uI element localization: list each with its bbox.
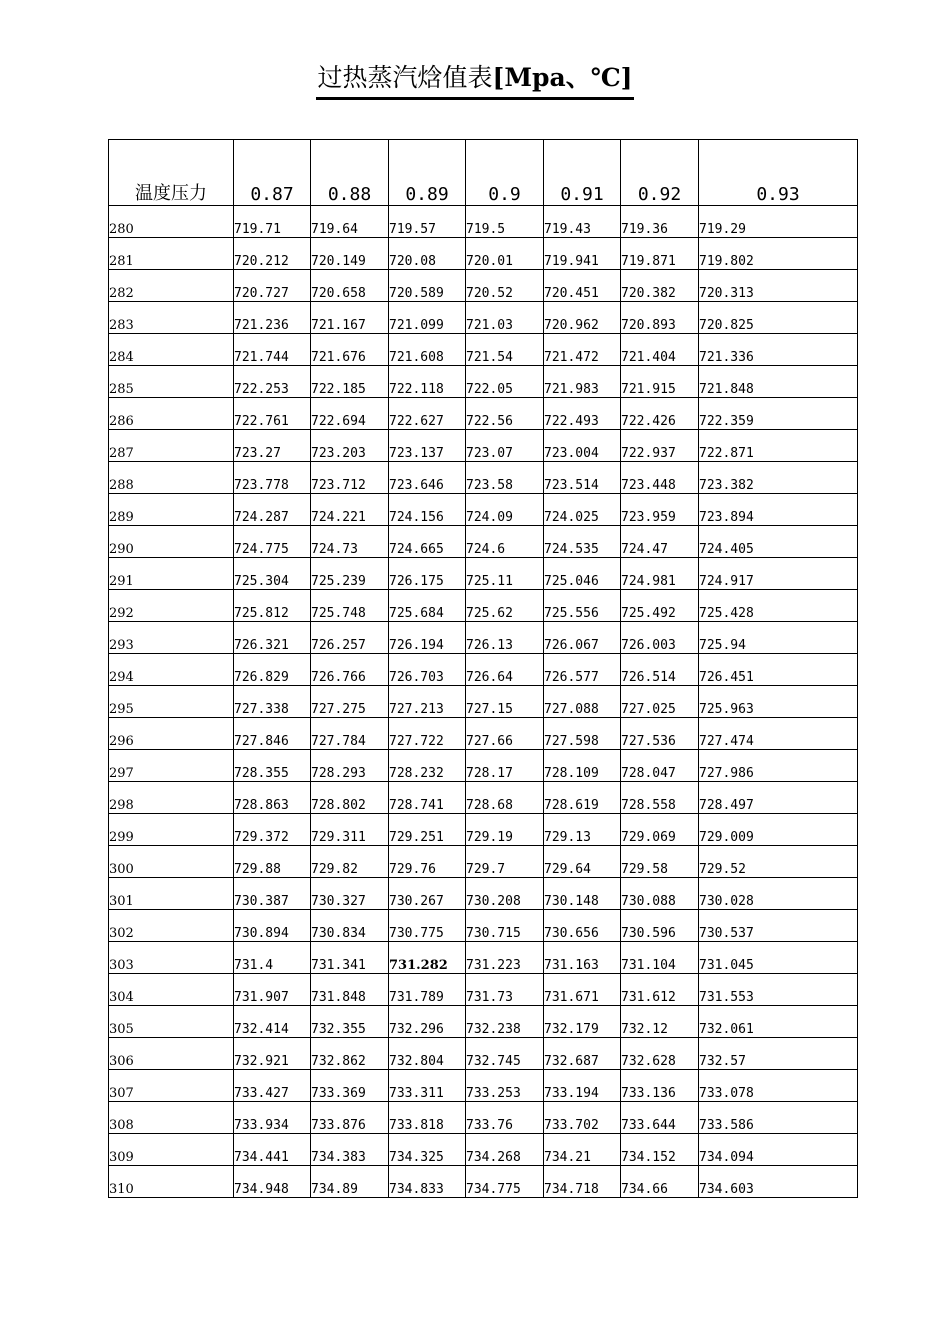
enthalpy-cell: 731.163: [544, 942, 621, 974]
enthalpy-cell: 719.36: [621, 206, 699, 238]
enthalpy-cell: 727.088: [544, 686, 621, 718]
enthalpy-cell: 726.577: [544, 654, 621, 686]
enthalpy-cell: 734.66: [621, 1166, 699, 1198]
enthalpy-cell: 731.045: [699, 942, 858, 974]
enthalpy-cell: 723.959: [621, 494, 699, 526]
enthalpy-cell: 732.862: [311, 1038, 389, 1070]
enthalpy-cell: 730.715: [466, 910, 544, 942]
table-row: [109, 718, 858, 750]
enthalpy-cell: 732.238: [466, 1006, 544, 1038]
enthalpy-cell: 729.58: [621, 846, 699, 878]
enthalpy-cell: 728.68: [466, 782, 544, 814]
enthalpy-cell: 731.104: [621, 942, 699, 974]
enthalpy-cell: 728.497: [699, 782, 858, 814]
enthalpy-cell: 725.304: [234, 558, 311, 590]
enthalpy-cell: 720.589: [389, 270, 466, 302]
enthalpy-cell: 721.848: [699, 366, 858, 398]
enthalpy-cell: 732.296: [389, 1006, 466, 1038]
enthalpy-cell: 724.025: [544, 494, 621, 526]
temperature-cell: 309: [109, 1134, 234, 1166]
enthalpy-cell: 733.078: [699, 1070, 858, 1102]
enthalpy-cell: 719.5: [466, 206, 544, 238]
enthalpy-cell: 731.907: [234, 974, 311, 1006]
enthalpy-cell: 722.253: [234, 366, 311, 398]
enthalpy-cell: 730.387: [234, 878, 311, 910]
temperature-cell: 283: [109, 302, 234, 334]
enthalpy-cell: 733.194: [544, 1070, 621, 1102]
pressure-header: 0.87: [234, 140, 311, 206]
pressure-header: 0.9: [466, 140, 544, 206]
enthalpy-cell: 728.17: [466, 750, 544, 782]
enthalpy-cell: 730.327: [311, 878, 389, 910]
enthalpy-cell: 731.553: [699, 974, 858, 1006]
enthalpy-cell: 734.603: [699, 1166, 858, 1198]
enthalpy-cell: 723.137: [389, 430, 466, 462]
enthalpy-cell: 720.451: [544, 270, 621, 302]
temperature-cell: 280: [109, 206, 234, 238]
table-row: [109, 942, 858, 974]
enthalpy-cell: 721.336: [699, 334, 858, 366]
page-title-units: [Mpa、℃]: [492, 63, 633, 92]
enthalpy-cell: 721.404: [621, 334, 699, 366]
temperature-cell: 298: [109, 782, 234, 814]
enthalpy-cell: 729.76: [389, 846, 466, 878]
enthalpy-cell: 724.405: [699, 526, 858, 558]
temperature-cell: 310: [109, 1166, 234, 1198]
enthalpy-cell: 721.54: [466, 334, 544, 366]
enthalpy-cell: 733.76: [466, 1102, 544, 1134]
enthalpy-cell: 723.712: [311, 462, 389, 494]
temperature-cell: 287: [109, 430, 234, 462]
enthalpy-cell: 730.537: [699, 910, 858, 942]
table-row: [109, 1166, 858, 1198]
enthalpy-cell: 720.893: [621, 302, 699, 334]
enthalpy-cell: 724.917: [699, 558, 858, 590]
enthalpy-cell: 731.789: [389, 974, 466, 1006]
enthalpy-cell: 729.251: [389, 814, 466, 846]
enthalpy-cell: 721.744: [234, 334, 311, 366]
enthalpy-cell: 729.7: [466, 846, 544, 878]
enthalpy-cell: 726.64: [466, 654, 544, 686]
table-row: [109, 462, 858, 494]
enthalpy-cell: 726.194: [389, 622, 466, 654]
enthalpy-cell: 734.718: [544, 1166, 621, 1198]
enthalpy-cell: 721.236: [234, 302, 311, 334]
enthalpy-table: [108, 139, 858, 1198]
title-wrap: [0, 60, 950, 100]
enthalpy-cell: 734.152: [621, 1134, 699, 1166]
enthalpy-cell: 722.118: [389, 366, 466, 398]
enthalpy-cell: 730.775: [389, 910, 466, 942]
table-row: [109, 622, 858, 654]
enthalpy-cell: 724.09: [466, 494, 544, 526]
enthalpy-cell: 729.64: [544, 846, 621, 878]
enthalpy-cell: 734.268: [466, 1134, 544, 1166]
temperature-cell: 289: [109, 494, 234, 526]
enthalpy-cell: 719.29: [699, 206, 858, 238]
temperature-cell: 303: [109, 942, 234, 974]
enthalpy-cell: 727.15: [466, 686, 544, 718]
enthalpy-cell: 724.47: [621, 526, 699, 558]
pressure-header: 0.92: [621, 140, 699, 206]
enthalpy-cell: 724.665: [389, 526, 466, 558]
enthalpy-cell: 723.203: [311, 430, 389, 462]
enthalpy-cell: 725.046: [544, 558, 621, 590]
enthalpy-cell: 719.941: [544, 238, 621, 270]
enthalpy-cell: 720.727: [234, 270, 311, 302]
enthalpy-cell: 733.586: [699, 1102, 858, 1134]
enthalpy-cell: 722.426: [621, 398, 699, 430]
corner-label: 温度压力: [109, 140, 234, 206]
enthalpy-cell: 727.722: [389, 718, 466, 750]
table-row: [109, 1006, 858, 1038]
enthalpy-cell: 720.658: [311, 270, 389, 302]
enthalpy-cell: 725.556: [544, 590, 621, 622]
enthalpy-cell: 731.671: [544, 974, 621, 1006]
enthalpy-cell: 729.069: [621, 814, 699, 846]
enthalpy-cell: 727.598: [544, 718, 621, 750]
table-row: [109, 1070, 858, 1102]
enthalpy-cell: 725.239: [311, 558, 389, 590]
enthalpy-cell: 727.66: [466, 718, 544, 750]
enthalpy-cell: 728.802: [311, 782, 389, 814]
enthalpy-cell: 726.703: [389, 654, 466, 686]
enthalpy-cell: 723.58: [466, 462, 544, 494]
enthalpy-cell: 727.213: [389, 686, 466, 718]
enthalpy-cell: 722.761: [234, 398, 311, 430]
temperature-cell: 286: [109, 398, 234, 430]
enthalpy-cell: 730.028: [699, 878, 858, 910]
table-body: [109, 206, 858, 1198]
enthalpy-cell: 730.208: [466, 878, 544, 910]
enthalpy-cell: 732.687: [544, 1038, 621, 1070]
enthalpy-cell: 720.382: [621, 270, 699, 302]
enthalpy-cell: 730.596: [621, 910, 699, 942]
table-row: [109, 270, 858, 302]
temperature-cell: 307: [109, 1070, 234, 1102]
enthalpy-cell: 725.963: [699, 686, 858, 718]
temperature-cell: 299: [109, 814, 234, 846]
enthalpy-cell: 732.57: [699, 1038, 858, 1070]
temperature-cell: 295: [109, 686, 234, 718]
enthalpy-cell: 726.766: [311, 654, 389, 686]
enthalpy-cell: 724.73: [311, 526, 389, 558]
enthalpy-cell: 720.825: [699, 302, 858, 334]
table-row: [109, 590, 858, 622]
enthalpy-cell: 732.921: [234, 1038, 311, 1070]
enthalpy-cell: 732.061: [699, 1006, 858, 1038]
enthalpy-cell: 728.109: [544, 750, 621, 782]
enthalpy-cell: 734.775: [466, 1166, 544, 1198]
enthalpy-cell: 734.325: [389, 1134, 466, 1166]
enthalpy-cell: 730.088: [621, 878, 699, 910]
enthalpy-cell: 722.627: [389, 398, 466, 430]
temperature-cell: 285: [109, 366, 234, 398]
table-row: [109, 430, 858, 462]
enthalpy-cell: 727.986: [699, 750, 858, 782]
enthalpy-cell: 725.492: [621, 590, 699, 622]
enthalpy-cell: 734.948: [234, 1166, 311, 1198]
table-row: [109, 206, 858, 238]
table-row: [109, 814, 858, 846]
enthalpy-cell: 724.221: [311, 494, 389, 526]
table-row: [109, 334, 858, 366]
enthalpy-cell: 726.321: [234, 622, 311, 654]
enthalpy-cell: 728.558: [621, 782, 699, 814]
enthalpy-cell: 727.025: [621, 686, 699, 718]
enthalpy-cell: 733.934: [234, 1102, 311, 1134]
enthalpy-cell: 732.414: [234, 1006, 311, 1038]
enthalpy-cell: 734.441: [234, 1134, 311, 1166]
enthalpy-cell: 733.876: [311, 1102, 389, 1134]
table-row: [109, 910, 858, 942]
enthalpy-cell: 724.775: [234, 526, 311, 558]
enthalpy-cell: 723.514: [544, 462, 621, 494]
temperature-cell: 304: [109, 974, 234, 1006]
table-row: [109, 750, 858, 782]
enthalpy-cell: 723.004: [544, 430, 621, 462]
enthalpy-cell: 725.11: [466, 558, 544, 590]
enthalpy-cell: 720.01: [466, 238, 544, 270]
table-row: [109, 238, 858, 270]
enthalpy-cell: 723.778: [234, 462, 311, 494]
enthalpy-cell: 725.748: [311, 590, 389, 622]
table-row: [109, 686, 858, 718]
table-row: [109, 846, 858, 878]
enthalpy-cell: 733.136: [621, 1070, 699, 1102]
page-title: [316, 60, 635, 100]
temperature-cell: 308: [109, 1102, 234, 1134]
enthalpy-cell: 721.472: [544, 334, 621, 366]
enthalpy-cell: 720.149: [311, 238, 389, 270]
enthalpy-cell: 731.848: [311, 974, 389, 1006]
temperature-cell: 293: [109, 622, 234, 654]
enthalpy-cell: 729.19: [466, 814, 544, 846]
enthalpy-cell: 729.88: [234, 846, 311, 878]
temperature-cell: 292: [109, 590, 234, 622]
header-row: [109, 140, 858, 206]
enthalpy-cell: 723.894: [699, 494, 858, 526]
table-row: [109, 1134, 858, 1166]
enthalpy-cell: 728.741: [389, 782, 466, 814]
enthalpy-cell: 732.12: [621, 1006, 699, 1038]
enthalpy-cell: 734.383: [311, 1134, 389, 1166]
enthalpy-cell: 726.514: [621, 654, 699, 686]
enthalpy-cell: 726.067: [544, 622, 621, 654]
table-row: [109, 494, 858, 526]
enthalpy-cell: 728.355: [234, 750, 311, 782]
enthalpy-cell: 720.212: [234, 238, 311, 270]
enthalpy-cell: 723.448: [621, 462, 699, 494]
enthalpy-cell: 731.341: [311, 942, 389, 974]
enthalpy-cell: 723.382: [699, 462, 858, 494]
enthalpy-cell: 722.05: [466, 366, 544, 398]
enthalpy-cell: 722.937: [621, 430, 699, 462]
enthalpy-cell: 722.694: [311, 398, 389, 430]
enthalpy-cell: 733.253: [466, 1070, 544, 1102]
enthalpy-cell: 726.451: [699, 654, 858, 686]
enthalpy-cell: 734.21: [544, 1134, 621, 1166]
enthalpy-cell: 731.73: [466, 974, 544, 1006]
table-row: [109, 398, 858, 430]
enthalpy-cell: 719.871: [621, 238, 699, 270]
pressure-header: 0.93: [699, 140, 858, 206]
enthalpy-cell: 730.148: [544, 878, 621, 910]
enthalpy-cell: 722.359: [699, 398, 858, 430]
enthalpy-cell: 727.338: [234, 686, 311, 718]
enthalpy-cell: 726.003: [621, 622, 699, 654]
enthalpy-cell: 733.818: [389, 1102, 466, 1134]
enthalpy-cell: 730.656: [544, 910, 621, 942]
enthalpy-cell: 733.427: [234, 1070, 311, 1102]
temperature-cell: 294: [109, 654, 234, 686]
enthalpy-cell: 721.608: [389, 334, 466, 366]
table-row: [109, 1038, 858, 1070]
enthalpy-cell: 734.094: [699, 1134, 858, 1166]
enthalpy-cell: 719.43: [544, 206, 621, 238]
enthalpy-cell: 725.62: [466, 590, 544, 622]
enthalpy-cell: 732.628: [621, 1038, 699, 1070]
temperature-cell: 284: [109, 334, 234, 366]
temperature-cell: 281: [109, 238, 234, 270]
temperature-cell: 306: [109, 1038, 234, 1070]
enthalpy-cell: 724.156: [389, 494, 466, 526]
enthalpy-cell: 730.894: [234, 910, 311, 942]
enthalpy-cell: 728.863: [234, 782, 311, 814]
enthalpy-cell: 724.981: [621, 558, 699, 590]
enthalpy-cell: 731.223: [466, 942, 544, 974]
enthalpy-cell: 721.915: [621, 366, 699, 398]
enthalpy-cell: 733.702: [544, 1102, 621, 1134]
pressure-header: 0.89: [389, 140, 466, 206]
enthalpy-cell: 731.612: [621, 974, 699, 1006]
enthalpy-cell: 729.13: [544, 814, 621, 846]
enthalpy-cell: 723.07: [466, 430, 544, 462]
enthalpy-cell: 720.52: [466, 270, 544, 302]
enthalpy-cell: 732.179: [544, 1006, 621, 1038]
enthalpy-cell: 732.355: [311, 1006, 389, 1038]
enthalpy-cell: 728.293: [311, 750, 389, 782]
temperature-cell: 291: [109, 558, 234, 590]
enthalpy-cell: 727.846: [234, 718, 311, 750]
enthalpy-cell: 730.834: [311, 910, 389, 942]
enthalpy-cell: 722.185: [311, 366, 389, 398]
enthalpy-cell: 728.232: [389, 750, 466, 782]
enthalpy-cell: 729.82: [311, 846, 389, 878]
enthalpy-cell: 729.009: [699, 814, 858, 846]
enthalpy-cell: 725.94: [699, 622, 858, 654]
table-row: [109, 878, 858, 910]
enthalpy-cell: 733.369: [311, 1070, 389, 1102]
enthalpy-cell: 724.287: [234, 494, 311, 526]
enthalpy-cell: 722.493: [544, 398, 621, 430]
enthalpy-cell: 725.812: [234, 590, 311, 622]
enthalpy-cell: 727.784: [311, 718, 389, 750]
page-title-text: 过热蒸汽焓值表: [317, 63, 493, 92]
temperature-cell: 305: [109, 1006, 234, 1038]
enthalpy-cell: 729.52: [699, 846, 858, 878]
enthalpy-cell: 733.311: [389, 1070, 466, 1102]
table-row: [109, 974, 858, 1006]
enthalpy-cell: 726.829: [234, 654, 311, 686]
temperature-cell: 296: [109, 718, 234, 750]
table-row: [109, 558, 858, 590]
enthalpy-cell: 719.57: [389, 206, 466, 238]
pressure-header: 0.88: [311, 140, 389, 206]
enthalpy-cell: 725.428: [699, 590, 858, 622]
enthalpy-cell: 727.536: [621, 718, 699, 750]
table-row: [109, 526, 858, 558]
temperature-cell: 302: [109, 910, 234, 942]
enthalpy-cell: 730.267: [389, 878, 466, 910]
enthalpy-cell: 726.13: [466, 622, 544, 654]
enthalpy-cell: 721.099: [389, 302, 466, 334]
table-row: [109, 366, 858, 398]
enthalpy-cell: 719.71: [234, 206, 311, 238]
temperature-cell: 288: [109, 462, 234, 494]
enthalpy-cell: 731.282: [389, 942, 466, 974]
enthalpy-cell: 723.646: [389, 462, 466, 494]
enthalpy-cell: 720.962: [544, 302, 621, 334]
enthalpy-cell: 729.311: [311, 814, 389, 846]
temperature-cell: 290: [109, 526, 234, 558]
enthalpy-cell: 721.03: [466, 302, 544, 334]
table-row: [109, 302, 858, 334]
enthalpy-cell: 728.619: [544, 782, 621, 814]
enthalpy-cell: 734.89: [311, 1166, 389, 1198]
enthalpy-cell: 727.474: [699, 718, 858, 750]
table-row: [109, 782, 858, 814]
temperature-cell: 297: [109, 750, 234, 782]
enthalpy-cell: 722.56: [466, 398, 544, 430]
enthalpy-cell: 719.802: [699, 238, 858, 270]
enthalpy-cell: 726.257: [311, 622, 389, 654]
enthalpy-cell: 727.275: [311, 686, 389, 718]
enthalpy-cell: 726.175: [389, 558, 466, 590]
enthalpy-cell: 722.871: [699, 430, 858, 462]
enthalpy-cell: 723.27: [234, 430, 311, 462]
table-row: [109, 654, 858, 686]
enthalpy-cell: 728.047: [621, 750, 699, 782]
enthalpy-cell: 731.4: [234, 942, 311, 974]
enthalpy-cell: 719.64: [311, 206, 389, 238]
enthalpy-cell: 720.08: [389, 238, 466, 270]
enthalpy-cell: 733.644: [621, 1102, 699, 1134]
temperature-cell: 301: [109, 878, 234, 910]
enthalpy-cell: 724.6: [466, 526, 544, 558]
enthalpy-cell: 729.372: [234, 814, 311, 846]
enthalpy-cell: 725.684: [389, 590, 466, 622]
table-row: [109, 1102, 858, 1134]
enthalpy-cell: 721.676: [311, 334, 389, 366]
enthalpy-cell: 721.167: [311, 302, 389, 334]
enthalpy-cell: 724.535: [544, 526, 621, 558]
enthalpy-cell: 732.804: [389, 1038, 466, 1070]
pressure-header: 0.91: [544, 140, 621, 206]
enthalpy-cell: 720.313: [699, 270, 858, 302]
temperature-cell: 300: [109, 846, 234, 878]
enthalpy-cell: 732.745: [466, 1038, 544, 1070]
enthalpy-cell: 734.833: [389, 1166, 466, 1198]
temperature-cell: 282: [109, 270, 234, 302]
enthalpy-cell: 721.983: [544, 366, 621, 398]
